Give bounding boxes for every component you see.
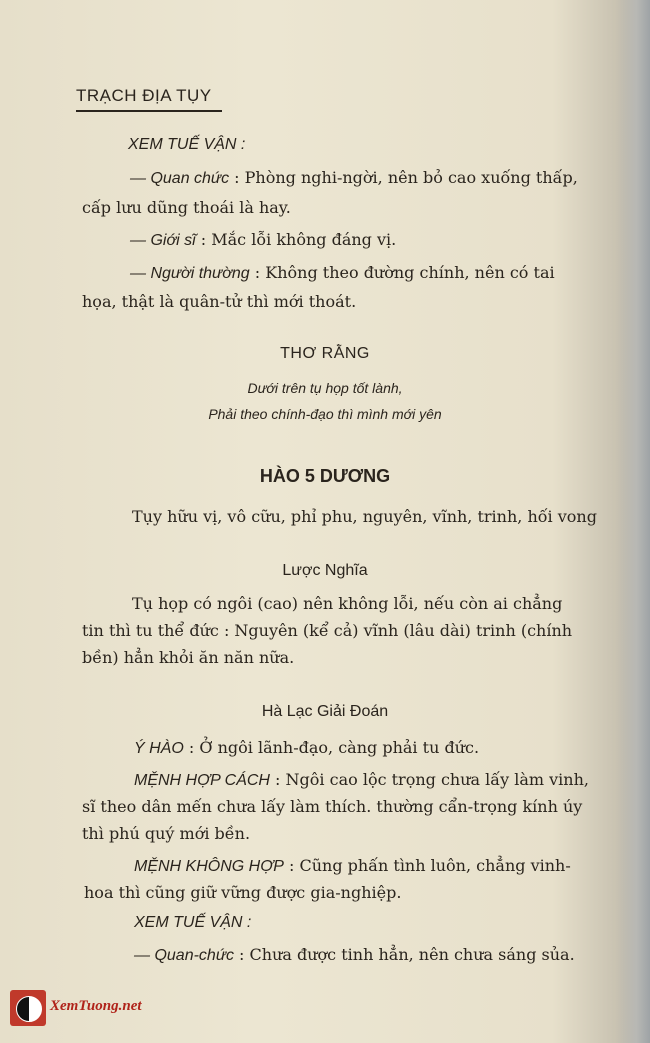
y-hao-line — [134, 738, 479, 758]
y-hao-text: : Ở ngôi lãnh-đạo, càng phải tu đức. — [188, 738, 480, 757]
section2-heading: XEM TUẾ VẬN : — [134, 914, 252, 931]
luoc-nghia-p1: Tụ họp có ngôi (cao) nên không lỗi, nếu còn ai chẳng — [132, 594, 563, 613]
menh-hop-cach-cont1: sĩ theo dân mến chưa lấy làm thích. thường cẩn-trọng kính úy — [82, 797, 583, 816]
hao-title: HÀO 5 DƯƠNG — [259, 466, 391, 486]
running-head: TRẠCH ĐỊA TỤY — [76, 86, 212, 105]
luoc-nghia-title: Lược Nghĩa — [282, 562, 368, 579]
section1-line1-cont: cấp lưu dũng thoái là hay. — [82, 198, 291, 217]
watermark-text: XemTuong.net — [50, 998, 142, 1014]
section1-line2 — [130, 230, 396, 250]
luoc-nghia-p2: tin thì tu thể đức : Nguyên (kể cả) vĩnh (lâu dài) trinh (chính — [82, 621, 573, 640]
section2-line1-text: : Chưa được tinh hẳn, nên chưa sáng sủa. — [239, 945, 575, 964]
hao-text: Tụy hữu vị, vô cữu, phỉ phu, nguyên, vĩnh, trinh, hối vong — [132, 507, 597, 526]
menh-hop-cach-line — [134, 770, 589, 790]
poem-line2: Phải theo chính-đạo thì mình mới yên — [208, 406, 442, 422]
section1-heading: XEM TUẾ VẬN : — [128, 136, 246, 153]
section1-line3 — [130, 263, 555, 283]
line1-text: : Phòng nghi-ngời, nên bỏ cao xuống thấp, — [234, 168, 578, 187]
line2-text: : Mắc lỗi không đáng vị. — [200, 230, 397, 249]
ha-lac-title: Hà Lạc Giải Đoán — [261, 703, 389, 720]
line3-label: — Người thường — [130, 265, 250, 282]
section1-line3-cont: họa, thật là quân-tử thì mới thoát. — [82, 292, 357, 311]
line3-text: : Không theo đường chính, nên có tai — [254, 263, 555, 282]
y-hao-label: Ý HÀO — [134, 740, 184, 757]
site-watermark — [10, 990, 180, 1026]
menh-khong-hop-label: MỆNH KHÔNG HỢP — [134, 858, 284, 875]
yin-yang-icon — [16, 996, 42, 1022]
section1-line1 — [130, 168, 578, 188]
poem-title: THƠ RẰNG — [280, 345, 370, 362]
menh-khong-hop-cont: hoa thì cũng giữ vững được gia-nghiệp. — [84, 883, 402, 902]
poem-line1: Dưới trên tụ họp tốt lành, — [247, 380, 403, 396]
menh-hop-cach-cont2: thì phú quý mới bền. — [82, 824, 251, 843]
menh-hop-cach-text: : Ngôi cao lộc trọng chưa lấy làm vinh, — [275, 770, 589, 789]
menh-khong-hop-line — [134, 856, 571, 876]
menh-hop-cach-label: MỆNH HỢP CÁCH — [134, 772, 270, 789]
line2-label: — Giới sĩ — [130, 232, 196, 249]
running-head-rule — [76, 110, 222, 112]
page-edge-shadow — [616, 0, 650, 1043]
section2-line1-label: — Quan-chức — [134, 947, 234, 964]
luoc-nghia-p3: bền) hẳn khỏi ăn năn nữa. — [82, 648, 295, 667]
line1-label: — Quan chức — [130, 170, 230, 187]
yin-yang-logo-icon — [10, 990, 46, 1026]
section2-line1 — [134, 945, 575, 965]
menh-khong-hop-text: : Cũng phấn tình luôn, chẳng vinh- — [288, 856, 571, 875]
